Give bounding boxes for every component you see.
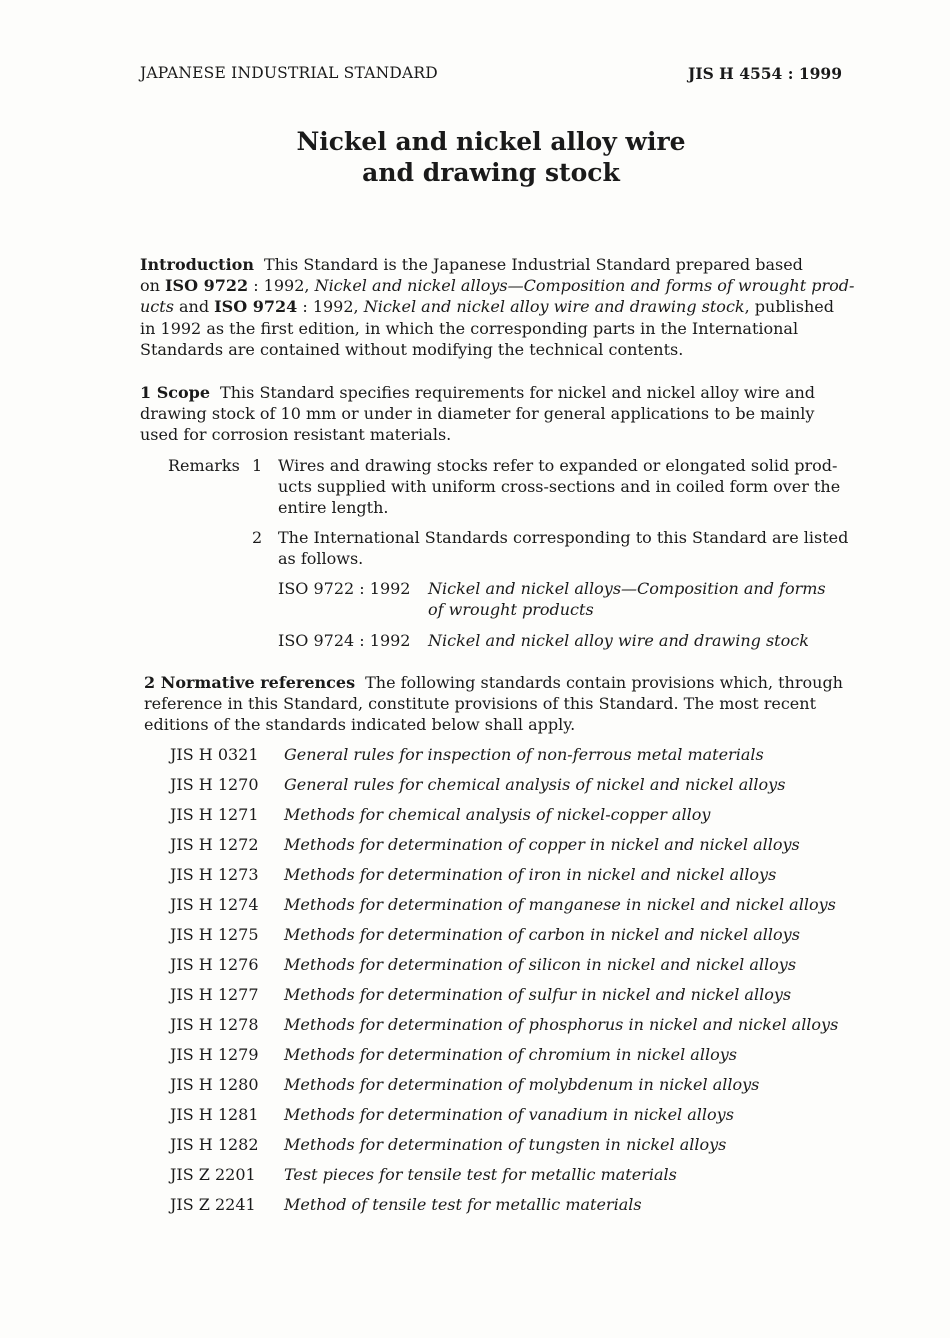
iso-9722-title-line-2: of wrought products <box>428 600 594 619</box>
reference-code: JIS H 1276 <box>170 955 259 974</box>
reference-code: JIS H 1279 <box>170 1045 259 1064</box>
intro-line-1: This Standard is the Japanese Industrial Standard prepared based <box>263 255 803 274</box>
reference-code: JIS H 1282 <box>170 1135 259 1154</box>
reference-title: Test pieces for tensile test for metallic materials <box>284 1165 677 1184</box>
reference-row <box>170 924 838 954</box>
reference-row <box>170 1014 838 1044</box>
reference-code: JIS H 1278 <box>170 1015 259 1034</box>
reference-title: Methods for determination of copper in nickel and nickel alloys <box>284 835 800 854</box>
introduction-section <box>140 254 855 360</box>
standard-number: JIS H 4554 : 1999 <box>687 64 842 83</box>
reference-row <box>170 744 838 774</box>
iso-9724-ref: ISO 9724 <box>214 297 298 317</box>
reference-row <box>170 804 838 834</box>
reference-code: JIS H 1273 <box>170 865 259 884</box>
intro-italic-title: Nickel and nickel alloy wire and drawing stock <box>363 297 745 317</box>
remark-1-number: 1 <box>252 456 263 475</box>
intro-text: on <box>140 276 166 296</box>
intro-italic-title: Nickel and nickel alloys—Composition and forms of wrought prod- <box>314 276 855 296</box>
remark-1-line-3: entire length. <box>278 498 389 517</box>
remark-2-line-2: as follows. <box>278 549 364 568</box>
iso-9722-title-line-1: Nickel and nickel alloys—Composition and forms <box>428 579 826 598</box>
reference-row <box>170 1194 838 1224</box>
reference-code: JIS Z 2241 <box>170 1195 256 1214</box>
title-line-1: Nickel and nickel alloy wire <box>296 127 686 156</box>
reference-code: JIS H 1281 <box>170 1105 259 1124</box>
reference-title: Methods for determination of carbon in nickel and nickel alloys <box>284 925 800 944</box>
intro-text: and <box>173 297 215 317</box>
iso-9724-code: ISO 9724 : 1992 <box>278 631 411 650</box>
reference-title: Methods for determination of manganese in nickel and nickel alloys <box>284 895 836 914</box>
normative-line-2: reference in this Standard, constitute provisions of this Standard. The most recent <box>144 694 817 714</box>
remark-2-number: 2 <box>252 528 263 547</box>
remarks-label: Remarks <box>168 456 240 475</box>
title-line-2: and drawing stock <box>362 158 620 187</box>
reference-title: Methods for chemical analysis of nickel-copper alloy <box>284 805 711 824</box>
intro-line-4: in 1992 as the first edition, in which the corresponding parts in the International <box>140 318 799 338</box>
reference-code: JIS H 0321 <box>170 745 259 764</box>
reference-row <box>170 1044 838 1074</box>
reference-title: Methods for determination of molybdenum in nickel alloys <box>284 1075 760 1094</box>
reference-row <box>170 1164 838 1194</box>
reference-row <box>170 984 838 1014</box>
normative-line-3: editions of the standards indicated below shall apply. <box>144 715 576 735</box>
reference-title: Methods for determination of iron in nickel and nickel alloys <box>284 865 777 884</box>
reference-code: JIS H 1277 <box>170 985 259 1004</box>
iso-9724-title: Nickel and nickel alloy wire and drawing stock <box>428 631 809 650</box>
reference-row <box>170 864 838 894</box>
remark-1-line-1: Wires and drawing stocks refer to expanded or elongated solid prod- <box>278 456 838 475</box>
reference-row <box>170 834 838 864</box>
standard-type-label: JAPANESE INDUSTRIAL STANDARD <box>140 64 438 82</box>
intro-text: : 1992, <box>248 276 315 296</box>
normative-references-section <box>144 672 856 736</box>
reference-title: Methods for determination of phosphorus in nickel and nickel alloys <box>284 1015 839 1034</box>
reference-row <box>170 774 838 804</box>
reference-code: JIS H 1271 <box>170 805 259 824</box>
reference-title: General rules for inspection of non-ferrous metal materials <box>284 745 764 764</box>
intro-italic-title: ucts <box>140 297 174 317</box>
scope-line-3: used for corrosion resistant materials. <box>140 425 452 445</box>
iso-9722-ref: ISO 9722 <box>165 276 249 296</box>
reference-title: General rules for chemical analysis of nickel and nickel alloys <box>284 775 786 794</box>
introduction-heading: Introduction <box>140 255 254 274</box>
document-title <box>140 126 842 188</box>
intro-line-5: Standards are contained without modifying the technical contents. <box>140 339 684 359</box>
scope-line-2: drawing stock of 10 mm or under in diameter for general applications to be mainly <box>140 404 815 424</box>
reference-title: Methods for determination of tungsten in nickel alloys <box>284 1135 727 1154</box>
reference-row <box>170 1134 838 1164</box>
scope-line-1: This Standard specifies requirements for nickel and nickel alloy wire and <box>220 383 816 402</box>
reference-code: JIS H 1280 <box>170 1075 259 1094</box>
scope-section <box>140 382 852 446</box>
reference-row <box>170 894 838 924</box>
reference-code: JIS Z 2201 <box>170 1165 256 1184</box>
reference-title: Methods for determination of chromium in nickel alloys <box>284 1045 737 1064</box>
remark-1-line-2: ucts supplied with uniform cross-sections and in coiled form over the <box>278 477 841 496</box>
reference-code: JIS H 1272 <box>170 835 259 854</box>
reference-code: JIS H 1274 <box>170 895 259 914</box>
remark-2-line-1: The International Standards corresponding to this Standard are listed <box>278 528 849 547</box>
reference-code: JIS H 1270 <box>170 775 259 794</box>
reference-title: Methods for determination of silicon in nickel and nickel alloys <box>284 955 797 974</box>
reference-row <box>170 954 838 984</box>
normative-line-1: The following standards contain provisions which, through <box>365 673 843 692</box>
reference-title: Methods for determination of sulfur in nickel and nickel alloys <box>284 985 792 1004</box>
intro-text: : 1992, <box>297 297 364 317</box>
reference-title: Methods for determination of vanadium in nickel alloys <box>284 1105 734 1124</box>
scope-heading: 1 Scope <box>140 383 211 402</box>
normative-references-heading: 2 Normative references <box>144 673 356 692</box>
iso-9722-code: ISO 9722 : 1992 <box>278 579 411 598</box>
intro-text: , published <box>744 297 835 317</box>
reference-title: Method of tensile test for metallic materials <box>284 1195 642 1214</box>
reference-row <box>170 1104 838 1134</box>
normative-reference-list <box>170 744 838 1224</box>
reference-row <box>170 1074 838 1104</box>
reference-code: JIS H 1275 <box>170 925 259 944</box>
